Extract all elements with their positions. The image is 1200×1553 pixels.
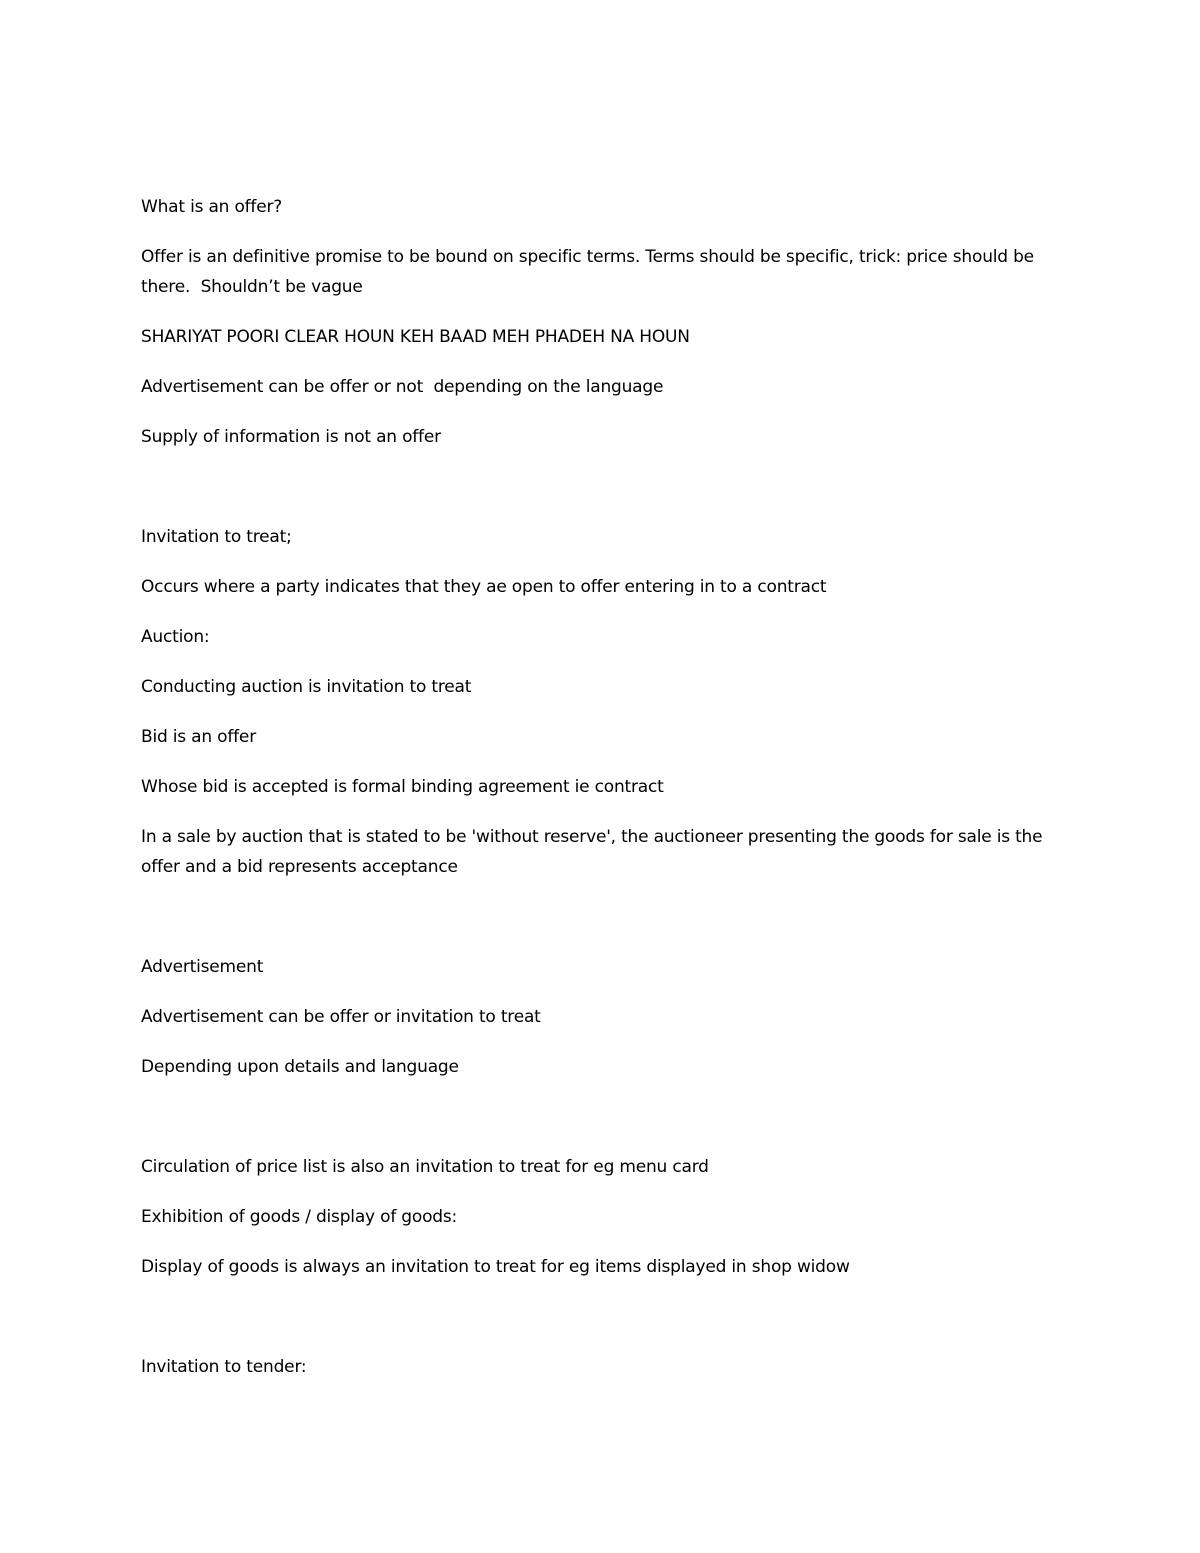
paragraph: Whose bid is accepted is formal binding agreement ie contract [141, 777, 664, 797]
paragraph: Auction: [141, 627, 210, 647]
paragraph: Exhibition of goods / display of goods: [141, 1207, 458, 1227]
blank-line [141, 1102, 1056, 1132]
paragraph: Bid is an offer [141, 727, 256, 747]
paragraph: Circulation of price list is also an invitation to treat for eg menu card [141, 1157, 709, 1177]
paragraph: Invitation to tender: [141, 1357, 307, 1377]
blank-line [141, 472, 1056, 502]
paragraph: Occurs where a party indicates that they ae open to offer entering in to a contract [141, 577, 827, 597]
paragraph: SHARIYAT POORI CLEAR HOUN KEH BAAD MEH PHADEH NA HOUN [141, 327, 690, 347]
paragraph: Depending upon details and language [141, 1057, 459, 1077]
paragraph: Display of goods is always an invitation to treat for eg items displayed in shop widow [141, 1257, 850, 1277]
paragraph: What is an offer? [141, 197, 283, 217]
paragraph: In a sale by auction that is stated to be 'without reserve', the auctioneer presenting the goods for sale is the offer and a bid represents acceptance [141, 827, 1048, 877]
paragraph: Advertisement [141, 957, 264, 977]
paragraph: Invitation to treat; [141, 527, 292, 547]
document-body [141, 192, 1056, 1402]
paragraph: Supply of information is not an offer [141, 427, 441, 447]
paragraph: Conducting auction is invitation to treat [141, 677, 472, 697]
paragraph: Offer is an definitive promise to be bound on specific terms. Terms should be specific, trick: price should be there. Shouldn’t be vague [141, 247, 1040, 297]
paragraph: Advertisement can be offer or invitation to treat [141, 1007, 541, 1027]
paragraph: Advertisement can be offer or not depending on the language [141, 377, 664, 397]
blank-line [141, 1302, 1056, 1332]
blank-line [141, 902, 1056, 932]
